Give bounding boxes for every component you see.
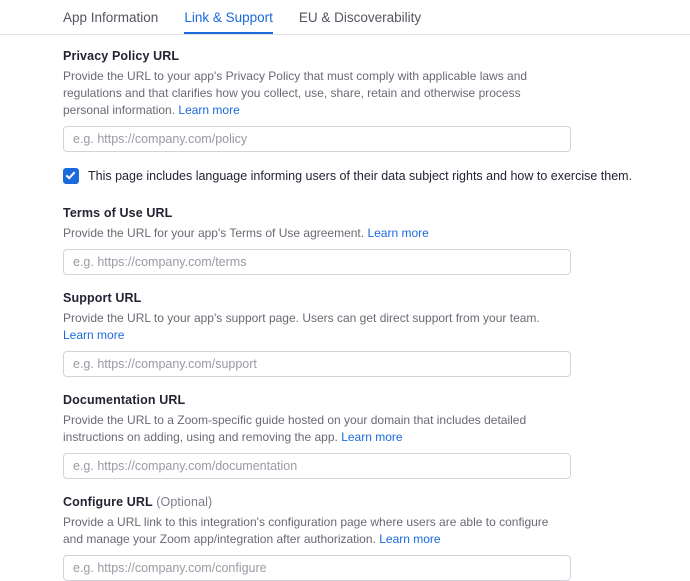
documentation-url-label: Documentation URL — [63, 393, 186, 408]
support-url-label: Support URL — [63, 291, 142, 306]
terms-of-use-description-text: Provide the URL for your app's Terms of Use agreement. — [63, 226, 365, 241]
field-privacy-policy-url — [63, 49, 573, 152]
data-subject-rights-label: This page includes language informing users of their data subject rights and how to exercise them. — [88, 169, 633, 184]
documentation-url-input[interactable] — [63, 453, 571, 479]
support-url-input[interactable] — [63, 351, 571, 377]
terms-of-use-label: Terms of Use URL — [63, 206, 173, 221]
configure-url-description — [63, 514, 563, 548]
documentation-url-description-text: Provide the URL to a Zoom-specific guide hosted on your domain that includes detailed instructions on adding, using and removing the app. — [63, 413, 527, 445]
configure-url-optional-tag: (Optional) — [156, 495, 213, 510]
field-support-url — [63, 291, 573, 377]
privacy-policy-description — [63, 68, 563, 119]
terms-of-use-description — [63, 225, 563, 242]
terms-of-use-learn-more-link[interactable]: Learn more — [367, 226, 429, 241]
tab-bar — [0, 0, 690, 35]
tab-label: Link & Support — [184, 9, 273, 25]
configure-url-label-text: Configure URL — [63, 495, 153, 510]
documentation-url-description — [63, 412, 563, 446]
support-url-learn-more-link[interactable]: Learn more — [63, 328, 125, 343]
tab-eu-and-discoverability[interactable] — [299, 11, 421, 35]
link-support-form — [0, 35, 690, 581]
tab-app-information[interactable] — [63, 11, 158, 35]
privacy-policy-input[interactable] — [63, 126, 571, 152]
tab-label: EU & Discoverability — [298, 9, 422, 25]
field-configure-url — [63, 495, 573, 581]
privacy-policy-description-text: Provide the URL to your app's Privacy Policy that must comply with applicable laws and regulations and that clarifies how you collect, use, share, retain and otherwise process personal information. — [63, 69, 528, 118]
data-subject-rights-row[interactable] — [63, 168, 690, 184]
configure-url-input[interactable] — [63, 555, 571, 581]
support-url-description-text: Provide the URL to your app's support page. Users can get direct support from your team. — [63, 311, 540, 326]
data-subject-rights-checkbox[interactable] — [63, 168, 79, 184]
tab-label: App Information — [63, 9, 159, 25]
field-documentation-url — [63, 393, 573, 479]
tab-link-and-support[interactable] — [184, 11, 273, 35]
configure-url-label — [63, 495, 573, 509]
configure-url-learn-more-link[interactable]: Learn more — [379, 532, 441, 547]
privacy-policy-label: Privacy Policy URL — [63, 49, 180, 63]
privacy-policy-learn-more-link[interactable]: Learn more — [178, 103, 240, 118]
terms-of-use-input[interactable] — [63, 249, 571, 275]
documentation-url-learn-more-link[interactable]: Learn more — [341, 430, 403, 445]
configure-url-description-text: Provide a URL link to this integration's configuration page where users are able to configure and manage your Zoom app/integration after authorization. — [63, 515, 549, 547]
support-url-description — [63, 310, 563, 344]
field-terms-of-use-url — [63, 206, 573, 275]
